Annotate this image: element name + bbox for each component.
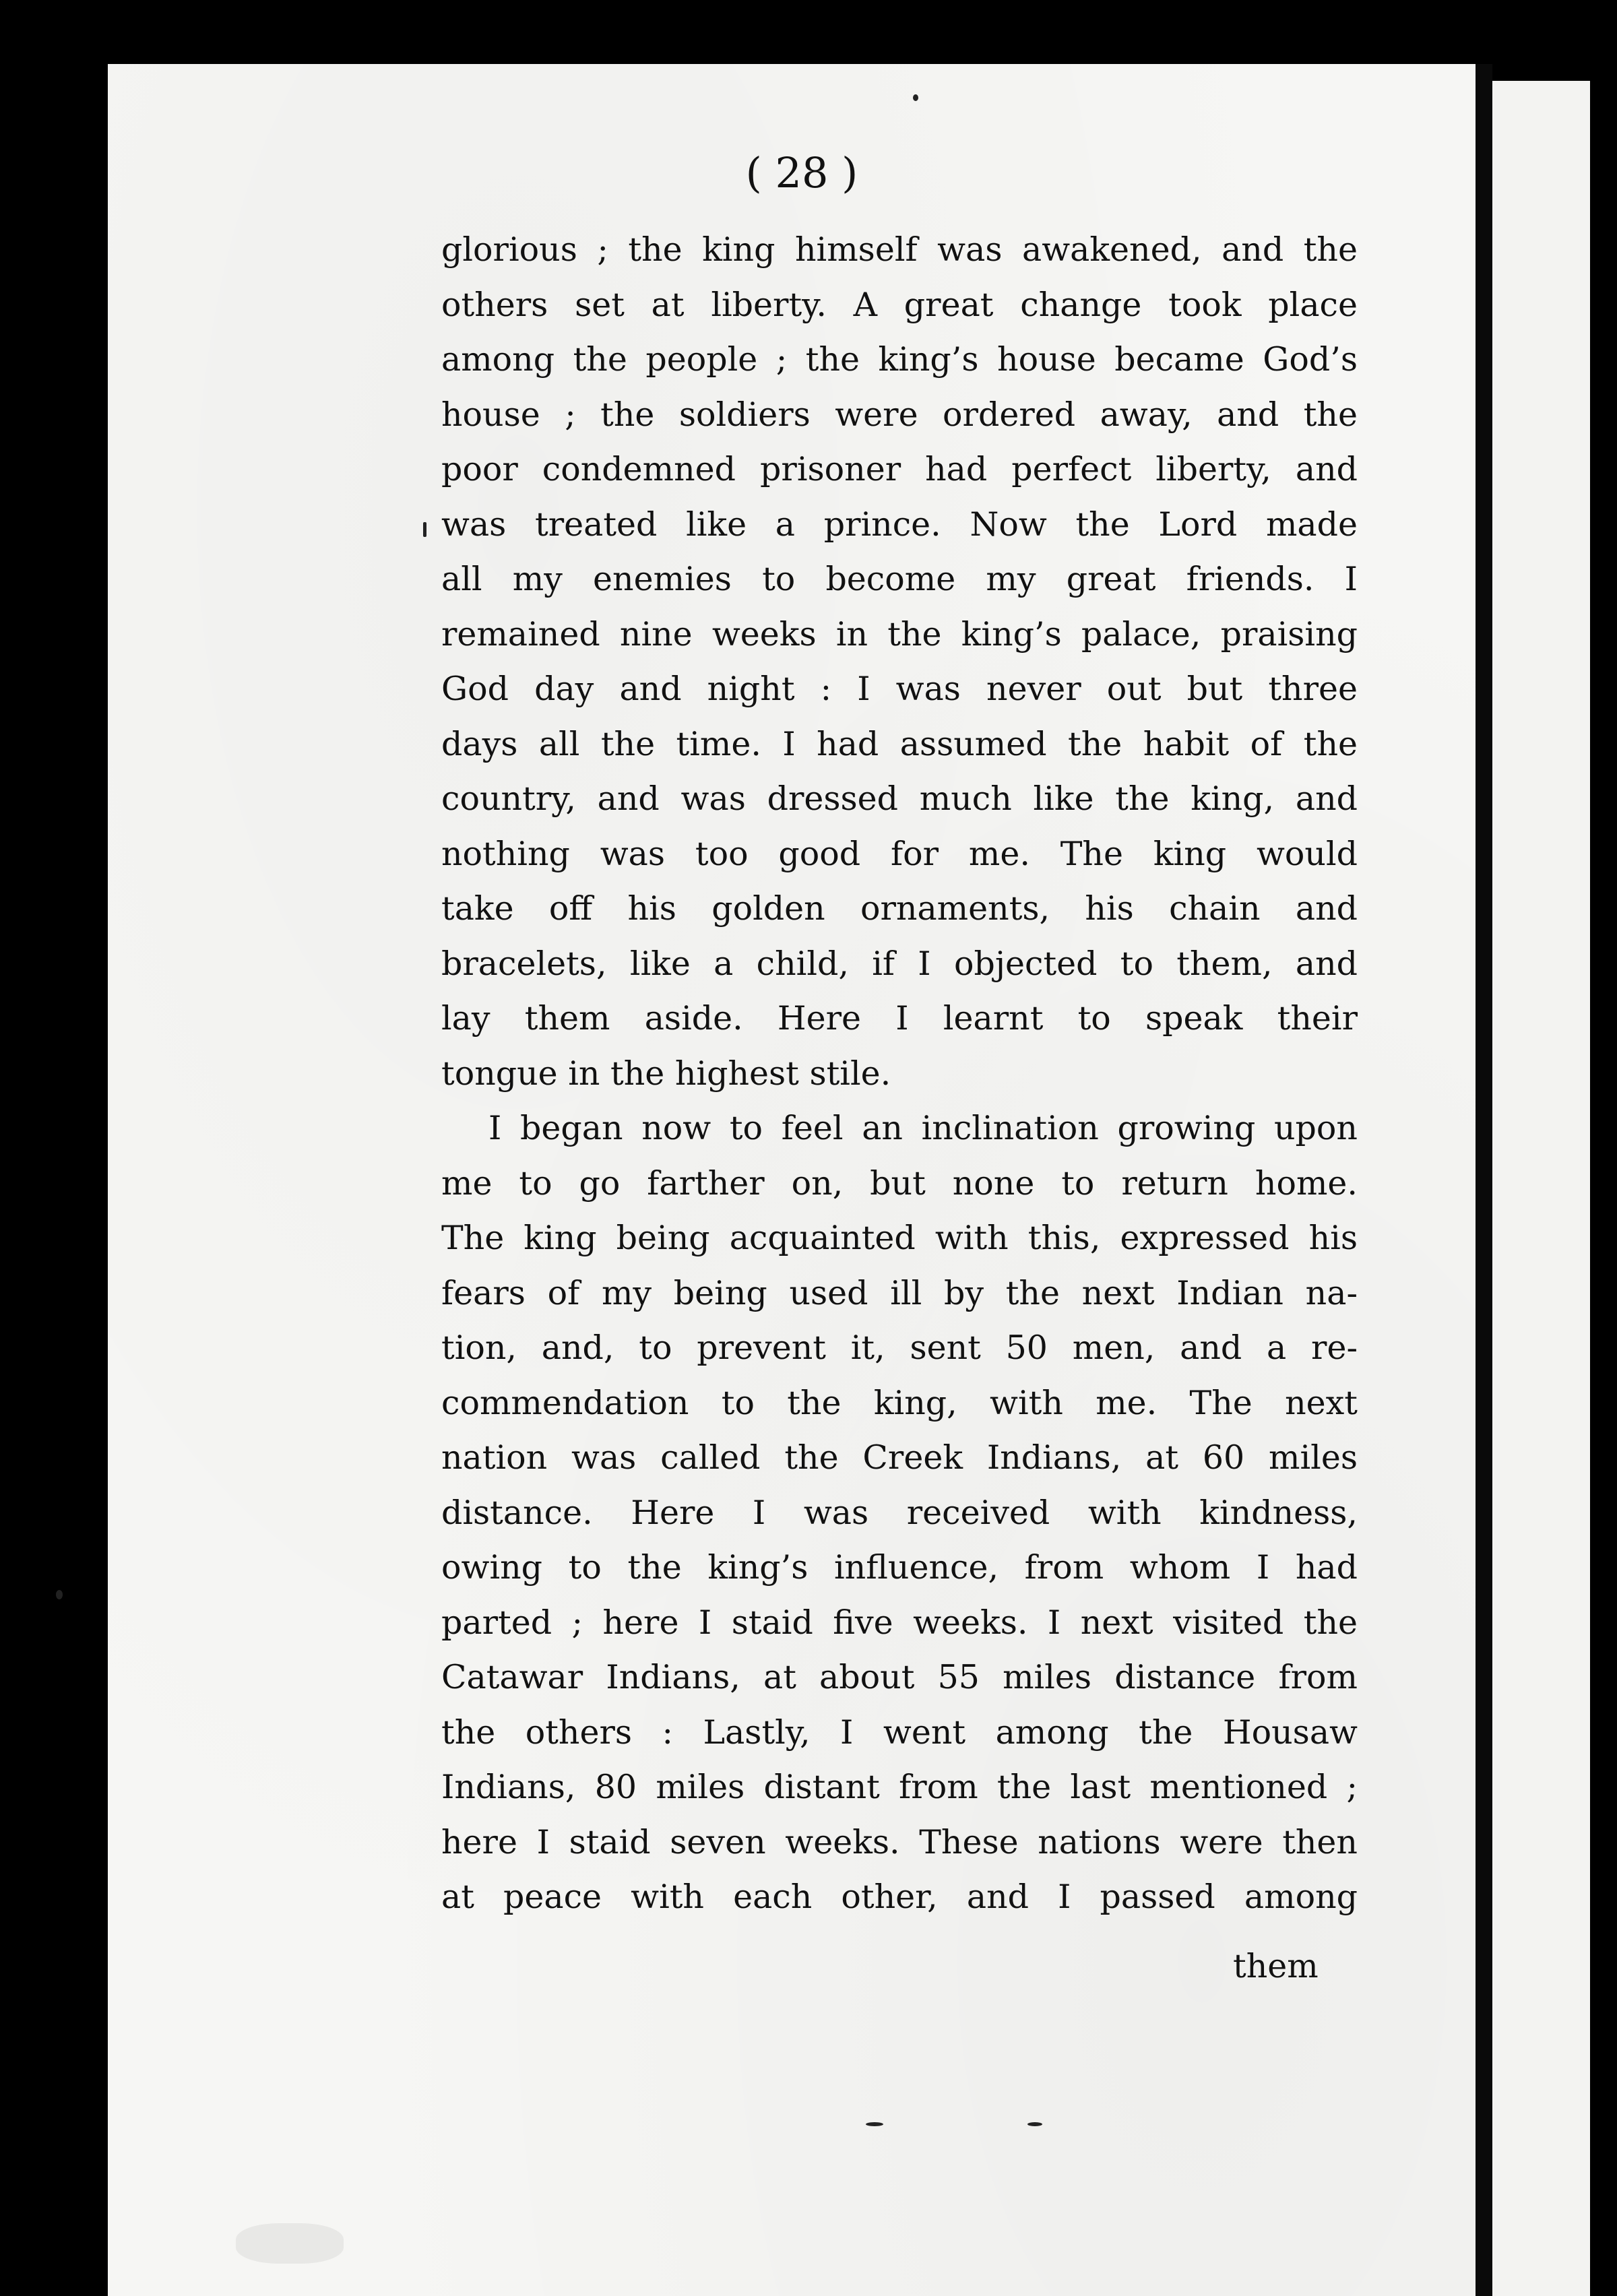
text-line: house ; the soldiers were ordered away, and the: [441, 395, 1358, 434]
text-line: lay them aside. Here I learnt to speak their: [441, 999, 1358, 1038]
text-line: Indians, 80 miles distant from the last mentioned ;: [441, 1768, 1358, 1806]
text-line: here I staid seven weeks. These nations were then: [441, 1822, 1358, 1861]
text-line: distance. Here I was received with kindness,: [441, 1493, 1358, 1532]
text-line: commendation to the king, with me. The next: [441, 1383, 1358, 1422]
text-line: at peace with each other, and I passed among: [441, 1878, 1358, 1916]
text-line: country, and was dressed much like the king, and: [441, 779, 1358, 818]
text-line: among the people ; the king’s house became God’s: [441, 340, 1358, 379]
text-line: glorious ; the king himself was awakened, and the: [441, 230, 1358, 269]
text-line: take off his golden ornaments, his chain and: [441, 889, 1358, 928]
text-line: remained nine weeks in the king’s palace, praising: [441, 614, 1358, 653]
text-line: nation was called the Creek Indians, at 60 miles: [441, 1438, 1358, 1477]
text-line: was treated like a prince. Now the Lord made: [441, 505, 1358, 544]
text-line: all my enemies to become my great friends. I: [441, 560, 1358, 598]
ink-speck: [56, 1590, 63, 1599]
text-line: the others : Lastly, I went among the Housaw: [441, 1713, 1358, 1752]
text-line: The king being acquainted with this, expressed his: [441, 1219, 1358, 1257]
text-line: fears of my being used ill by the next Indian na-: [441, 1273, 1358, 1312]
text-line-paragraph-start: I began now to feel an inclination growing upon: [488, 1109, 1358, 1147]
text-line: owing to the king’s influence, from whom I had: [441, 1548, 1358, 1587]
text-line: poor condemned prisoner had perfect liberty, and: [441, 450, 1358, 488]
ink-speck: [866, 2122, 883, 2126]
page-smudge: [236, 2223, 344, 2264]
text-line: days all the time. I had assumed the habit of the: [441, 724, 1358, 763]
binding-gutter: [1476, 64, 1492, 2296]
text-line: parted ; here I staid five weeks. I next visited the: [441, 1603, 1358, 1642]
text-line: Catawar Indians, at about 55 miles distance from: [441, 1658, 1358, 1696]
text-line: me to go farther on, but none to return home.: [441, 1163, 1358, 1203]
ink-speck: [1027, 2122, 1042, 2126]
catchword: them: [1233, 1947, 1319, 1985]
ink-speck: [913, 94, 918, 101]
page-number: ( 28 ): [745, 148, 858, 197]
text-line: God day and night : I was never out but three: [441, 670, 1358, 708]
text-line: nothing was too good for me. The king would: [441, 834, 1358, 873]
text-line-paragraph-end: tongue in the highest stile.: [441, 1054, 891, 1093]
text-line: others set at liberty. A great change took place: [441, 285, 1358, 324]
adjacent-page-edge: [1492, 81, 1590, 2296]
ink-speck: [423, 522, 426, 537]
text-line: bracelets, like a child, if I objected to them, and: [441, 944, 1358, 983]
body-text: [441, 222, 1358, 1925]
text-line: tion, and, to prevent it, sent 50 men, and a re-: [441, 1329, 1358, 1367]
